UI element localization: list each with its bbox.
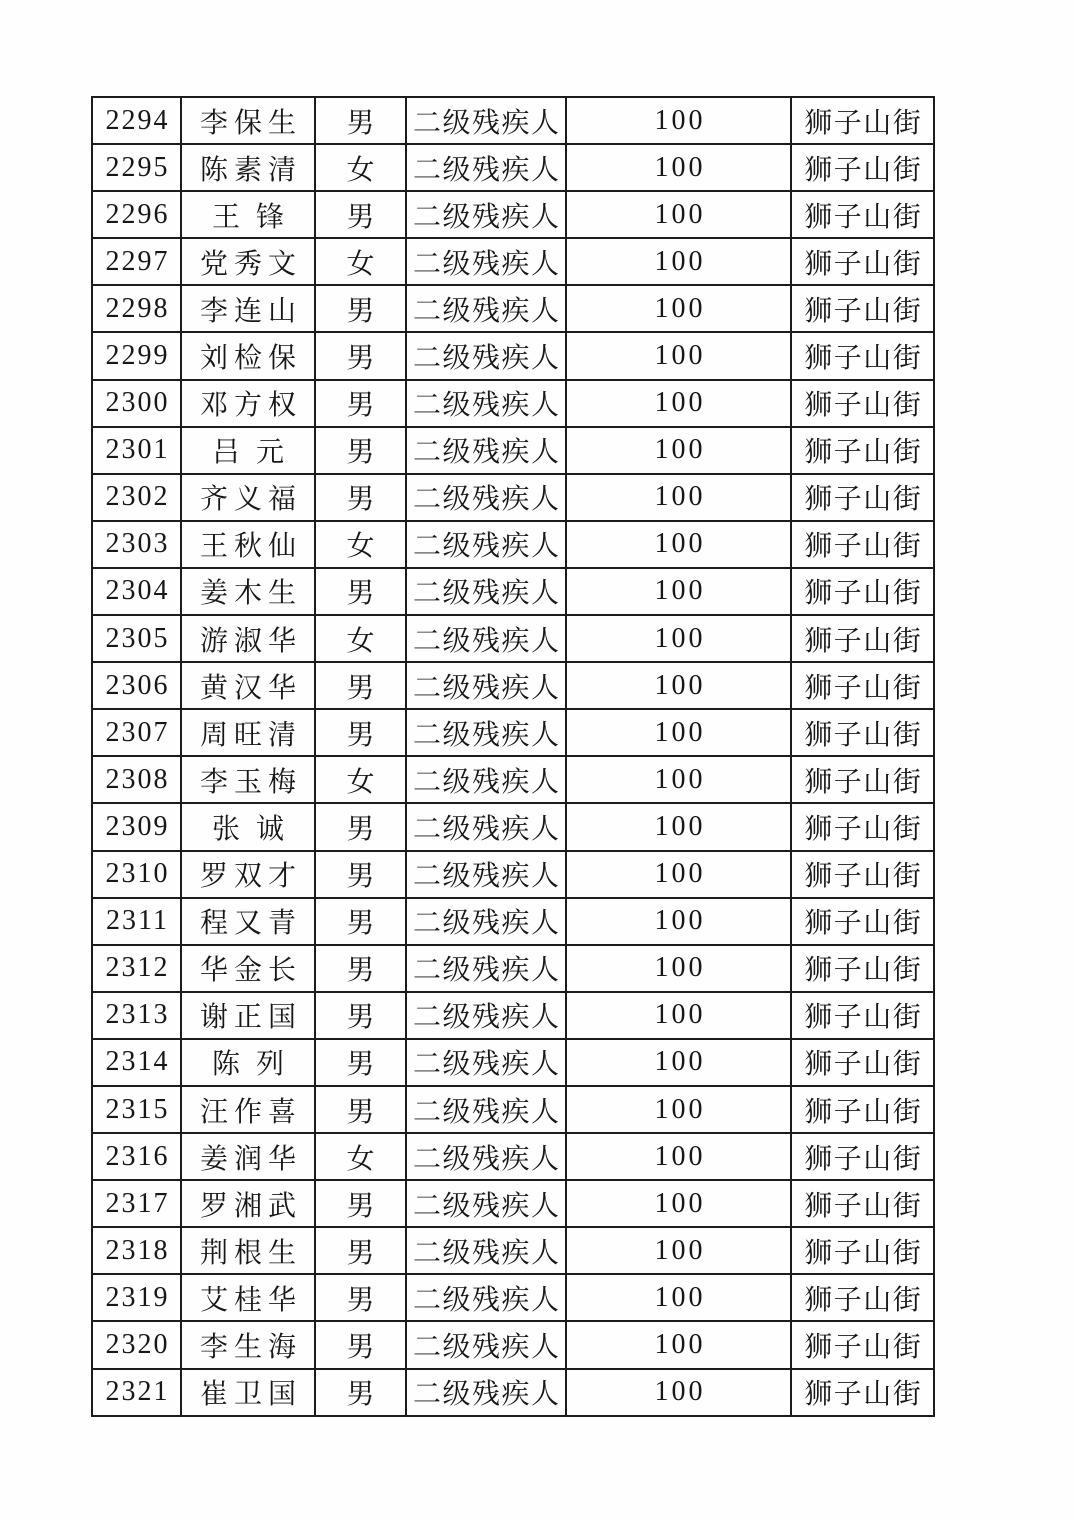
gender-cell: 男 [315,191,406,238]
gender-cell: 男 [315,427,406,474]
category-cell: 二级残疾人 [406,851,566,898]
serial-number-cell: 2315 [92,1086,181,1133]
street-cell: 狮子山街 [791,1086,934,1133]
category-cell: 二级残疾人 [406,662,566,709]
street-cell: 狮子山街 [791,238,934,285]
street-cell: 狮子山街 [791,521,934,568]
name-cell: 程又青 [181,898,315,945]
table-row [92,756,934,803]
category-cell: 二级残疾人 [406,1227,566,1274]
gender-cell: 男 [315,1039,406,1086]
category-cell: 二级残疾人 [406,1274,566,1321]
street-cell: 狮子山街 [791,992,934,1039]
serial-number-cell: 2299 [92,332,181,379]
gender-cell: 男 [315,1321,406,1368]
street-cell: 狮子山街 [791,1321,934,1368]
table-row [92,568,934,615]
gender-cell: 男 [315,945,406,992]
serial-number-cell: 2313 [92,992,181,1039]
category-cell: 二级残疾人 [406,1133,566,1180]
category-cell: 二级残疾人 [406,332,566,379]
amount-cell: 100 [566,1227,791,1274]
amount-cell: 100 [566,191,791,238]
amount-cell: 100 [566,945,791,992]
gender-cell: 男 [315,1086,406,1133]
amount-cell: 100 [566,97,791,144]
category-cell: 二级残疾人 [406,285,566,332]
amount-cell: 100 [566,144,791,191]
serial-number-cell: 2304 [92,568,181,615]
table-body [92,97,934,1416]
table-row [92,662,934,709]
category-cell: 二级残疾人 [406,1321,566,1368]
gender-cell: 男 [315,97,406,144]
name-cell: 荆根生 [181,1227,315,1274]
name-cell: 罗双才 [181,851,315,898]
amount-cell: 100 [566,615,791,662]
category-cell: 二级残疾人 [406,144,566,191]
gender-cell: 男 [315,474,406,521]
street-cell: 狮子山街 [791,332,934,379]
table-row [92,97,934,144]
table-row [92,1369,934,1416]
street-cell: 狮子山街 [791,803,934,850]
serial-number-cell: 2320 [92,1321,181,1368]
table-row [92,1039,934,1086]
table-row [92,380,934,427]
category-cell: 二级残疾人 [406,992,566,1039]
amount-cell: 100 [566,1133,791,1180]
name-cell: 姜木生 [181,568,315,615]
serial-number-cell: 2296 [92,191,181,238]
street-cell: 狮子山街 [791,1369,934,1416]
name-cell: 党秀文 [181,238,315,285]
category-cell: 二级残疾人 [406,1180,566,1227]
table-row [92,898,934,945]
name-cell: 姜润华 [181,1133,315,1180]
street-cell: 狮子山街 [791,97,934,144]
serial-number-cell: 2308 [92,756,181,803]
serial-number-cell: 2307 [92,709,181,756]
category-cell: 二级残疾人 [406,756,566,803]
table-row [92,1274,934,1321]
street-cell: 狮子山街 [791,191,934,238]
category-cell: 二级残疾人 [406,1039,566,1086]
street-cell: 狮子山街 [791,898,934,945]
serial-number-cell: 2306 [92,662,181,709]
name-cell: 李连山 [181,285,315,332]
name-cell: 刘检保 [181,332,315,379]
category-cell: 二级残疾人 [406,568,566,615]
table-row [92,238,934,285]
amount-cell: 100 [566,238,791,285]
street-cell: 狮子山街 [791,144,934,191]
serial-number-cell: 2305 [92,615,181,662]
gender-cell: 男 [315,851,406,898]
amount-cell: 100 [566,380,791,427]
name-cell: 王秋仙 [181,521,315,568]
street-cell: 狮子山街 [791,615,934,662]
table-row [92,144,934,191]
category-cell: 二级残疾人 [406,97,566,144]
category-cell: 二级残疾人 [406,427,566,474]
serial-number-cell: 2312 [92,945,181,992]
name-cell: 陈素清 [181,144,315,191]
amount-cell: 100 [566,1039,791,1086]
amount-cell: 100 [566,851,791,898]
serial-number-cell: 2316 [92,1133,181,1180]
amount-cell: 100 [566,898,791,945]
amount-cell: 100 [566,1369,791,1416]
category-cell: 二级残疾人 [406,615,566,662]
street-cell: 狮子山街 [791,1039,934,1086]
category-cell: 二级残疾人 [406,474,566,521]
table-row [92,1086,934,1133]
table-row [92,1227,934,1274]
amount-cell: 100 [566,1086,791,1133]
name-cell: 汪作喜 [181,1086,315,1133]
disability-subsidy-table [91,96,935,1417]
serial-number-cell: 2317 [92,1180,181,1227]
table-row [92,521,934,568]
gender-cell: 男 [315,709,406,756]
street-cell: 狮子山街 [791,1133,934,1180]
name-cell: 齐义福 [181,474,315,521]
name-cell: 罗湘武 [181,1180,315,1227]
serial-number-cell: 2303 [92,521,181,568]
gender-cell: 女 [315,238,406,285]
gender-cell: 男 [315,1227,406,1274]
gender-cell: 男 [315,1274,406,1321]
gender-cell: 男 [315,285,406,332]
name-cell: 李保生 [181,97,315,144]
street-cell: 狮子山街 [791,568,934,615]
amount-cell: 100 [566,992,791,1039]
name-cell: 游淑华 [181,615,315,662]
name-cell: 邓方权 [181,380,315,427]
gender-cell: 男 [315,1369,406,1416]
street-cell: 狮子山街 [791,662,934,709]
serial-number-cell: 2314 [92,1039,181,1086]
amount-cell: 100 [566,803,791,850]
amount-cell: 100 [566,332,791,379]
gender-cell: 女 [315,144,406,191]
gender-cell: 女 [315,756,406,803]
amount-cell: 100 [566,1321,791,1368]
street-cell: 狮子山街 [791,851,934,898]
category-cell: 二级残疾人 [406,709,566,756]
serial-number-cell: 2295 [92,144,181,191]
gender-cell: 男 [315,662,406,709]
gender-cell: 男 [315,992,406,1039]
gender-cell: 男 [315,568,406,615]
gender-cell: 男 [315,803,406,850]
name-cell: 谢正国 [181,992,315,1039]
gender-cell: 女 [315,615,406,662]
name-cell: 王锋 [181,191,315,238]
serial-number-cell: 2301 [92,427,181,474]
serial-number-cell: 2310 [92,851,181,898]
street-cell: 狮子山街 [791,945,934,992]
serial-number-cell: 2309 [92,803,181,850]
name-cell: 李玉梅 [181,756,315,803]
gender-cell: 男 [315,898,406,945]
amount-cell: 100 [566,568,791,615]
category-cell: 二级残疾人 [406,1086,566,1133]
amount-cell: 100 [566,285,791,332]
serial-number-cell: 2318 [92,1227,181,1274]
street-cell: 狮子山街 [791,1274,934,1321]
table-row [92,1180,934,1227]
gender-cell: 男 [315,380,406,427]
category-cell: 二级残疾人 [406,803,566,850]
table-row [92,945,934,992]
street-cell: 狮子山街 [791,709,934,756]
category-cell: 二级残疾人 [406,945,566,992]
serial-number-cell: 2297 [92,238,181,285]
gender-cell: 男 [315,1180,406,1227]
table-row [92,1321,934,1368]
serial-number-cell: 2298 [92,285,181,332]
gender-cell: 男 [315,332,406,379]
name-cell: 黄汉华 [181,662,315,709]
table-row [92,474,934,521]
street-cell: 狮子山街 [791,427,934,474]
category-cell: 二级残疾人 [406,380,566,427]
amount-cell: 100 [566,427,791,474]
serial-number-cell: 2294 [92,97,181,144]
street-cell: 狮子山街 [791,1227,934,1274]
table-row [92,332,934,379]
name-cell: 李生海 [181,1321,315,1368]
table-row [92,709,934,756]
serial-number-cell: 2321 [92,1369,181,1416]
street-cell: 狮子山街 [791,756,934,803]
serial-number-cell: 2300 [92,380,181,427]
table-row [92,427,934,474]
amount-cell: 100 [566,521,791,568]
serial-number-cell: 2311 [92,898,181,945]
category-cell: 二级残疾人 [406,238,566,285]
amount-cell: 100 [566,662,791,709]
name-cell: 崔卫国 [181,1369,315,1416]
street-cell: 狮子山街 [791,474,934,521]
street-cell: 狮子山街 [791,380,934,427]
table-row [92,615,934,662]
category-cell: 二级残疾人 [406,1369,566,1416]
table-row [92,1133,934,1180]
table-row [92,803,934,850]
amount-cell: 100 [566,1274,791,1321]
gender-cell: 女 [315,521,406,568]
table-row [92,191,934,238]
amount-cell: 100 [566,1180,791,1227]
amount-cell: 100 [566,474,791,521]
name-cell: 张诚 [181,803,315,850]
name-cell: 华金长 [181,945,315,992]
amount-cell: 100 [566,709,791,756]
category-cell: 二级残疾人 [406,191,566,238]
name-cell: 艾桂华 [181,1274,315,1321]
table-row [92,851,934,898]
name-cell: 吕元 [181,427,315,474]
name-cell: 陈列 [181,1039,315,1086]
amount-cell: 100 [566,756,791,803]
table-row [92,285,934,332]
table-row [92,992,934,1039]
gender-cell: 女 [315,1133,406,1180]
serial-number-cell: 2302 [92,474,181,521]
street-cell: 狮子山街 [791,285,934,332]
street-cell: 狮子山街 [791,1180,934,1227]
category-cell: 二级残疾人 [406,898,566,945]
category-cell: 二级残疾人 [406,521,566,568]
serial-number-cell: 2319 [92,1274,181,1321]
name-cell: 周旺清 [181,709,315,756]
